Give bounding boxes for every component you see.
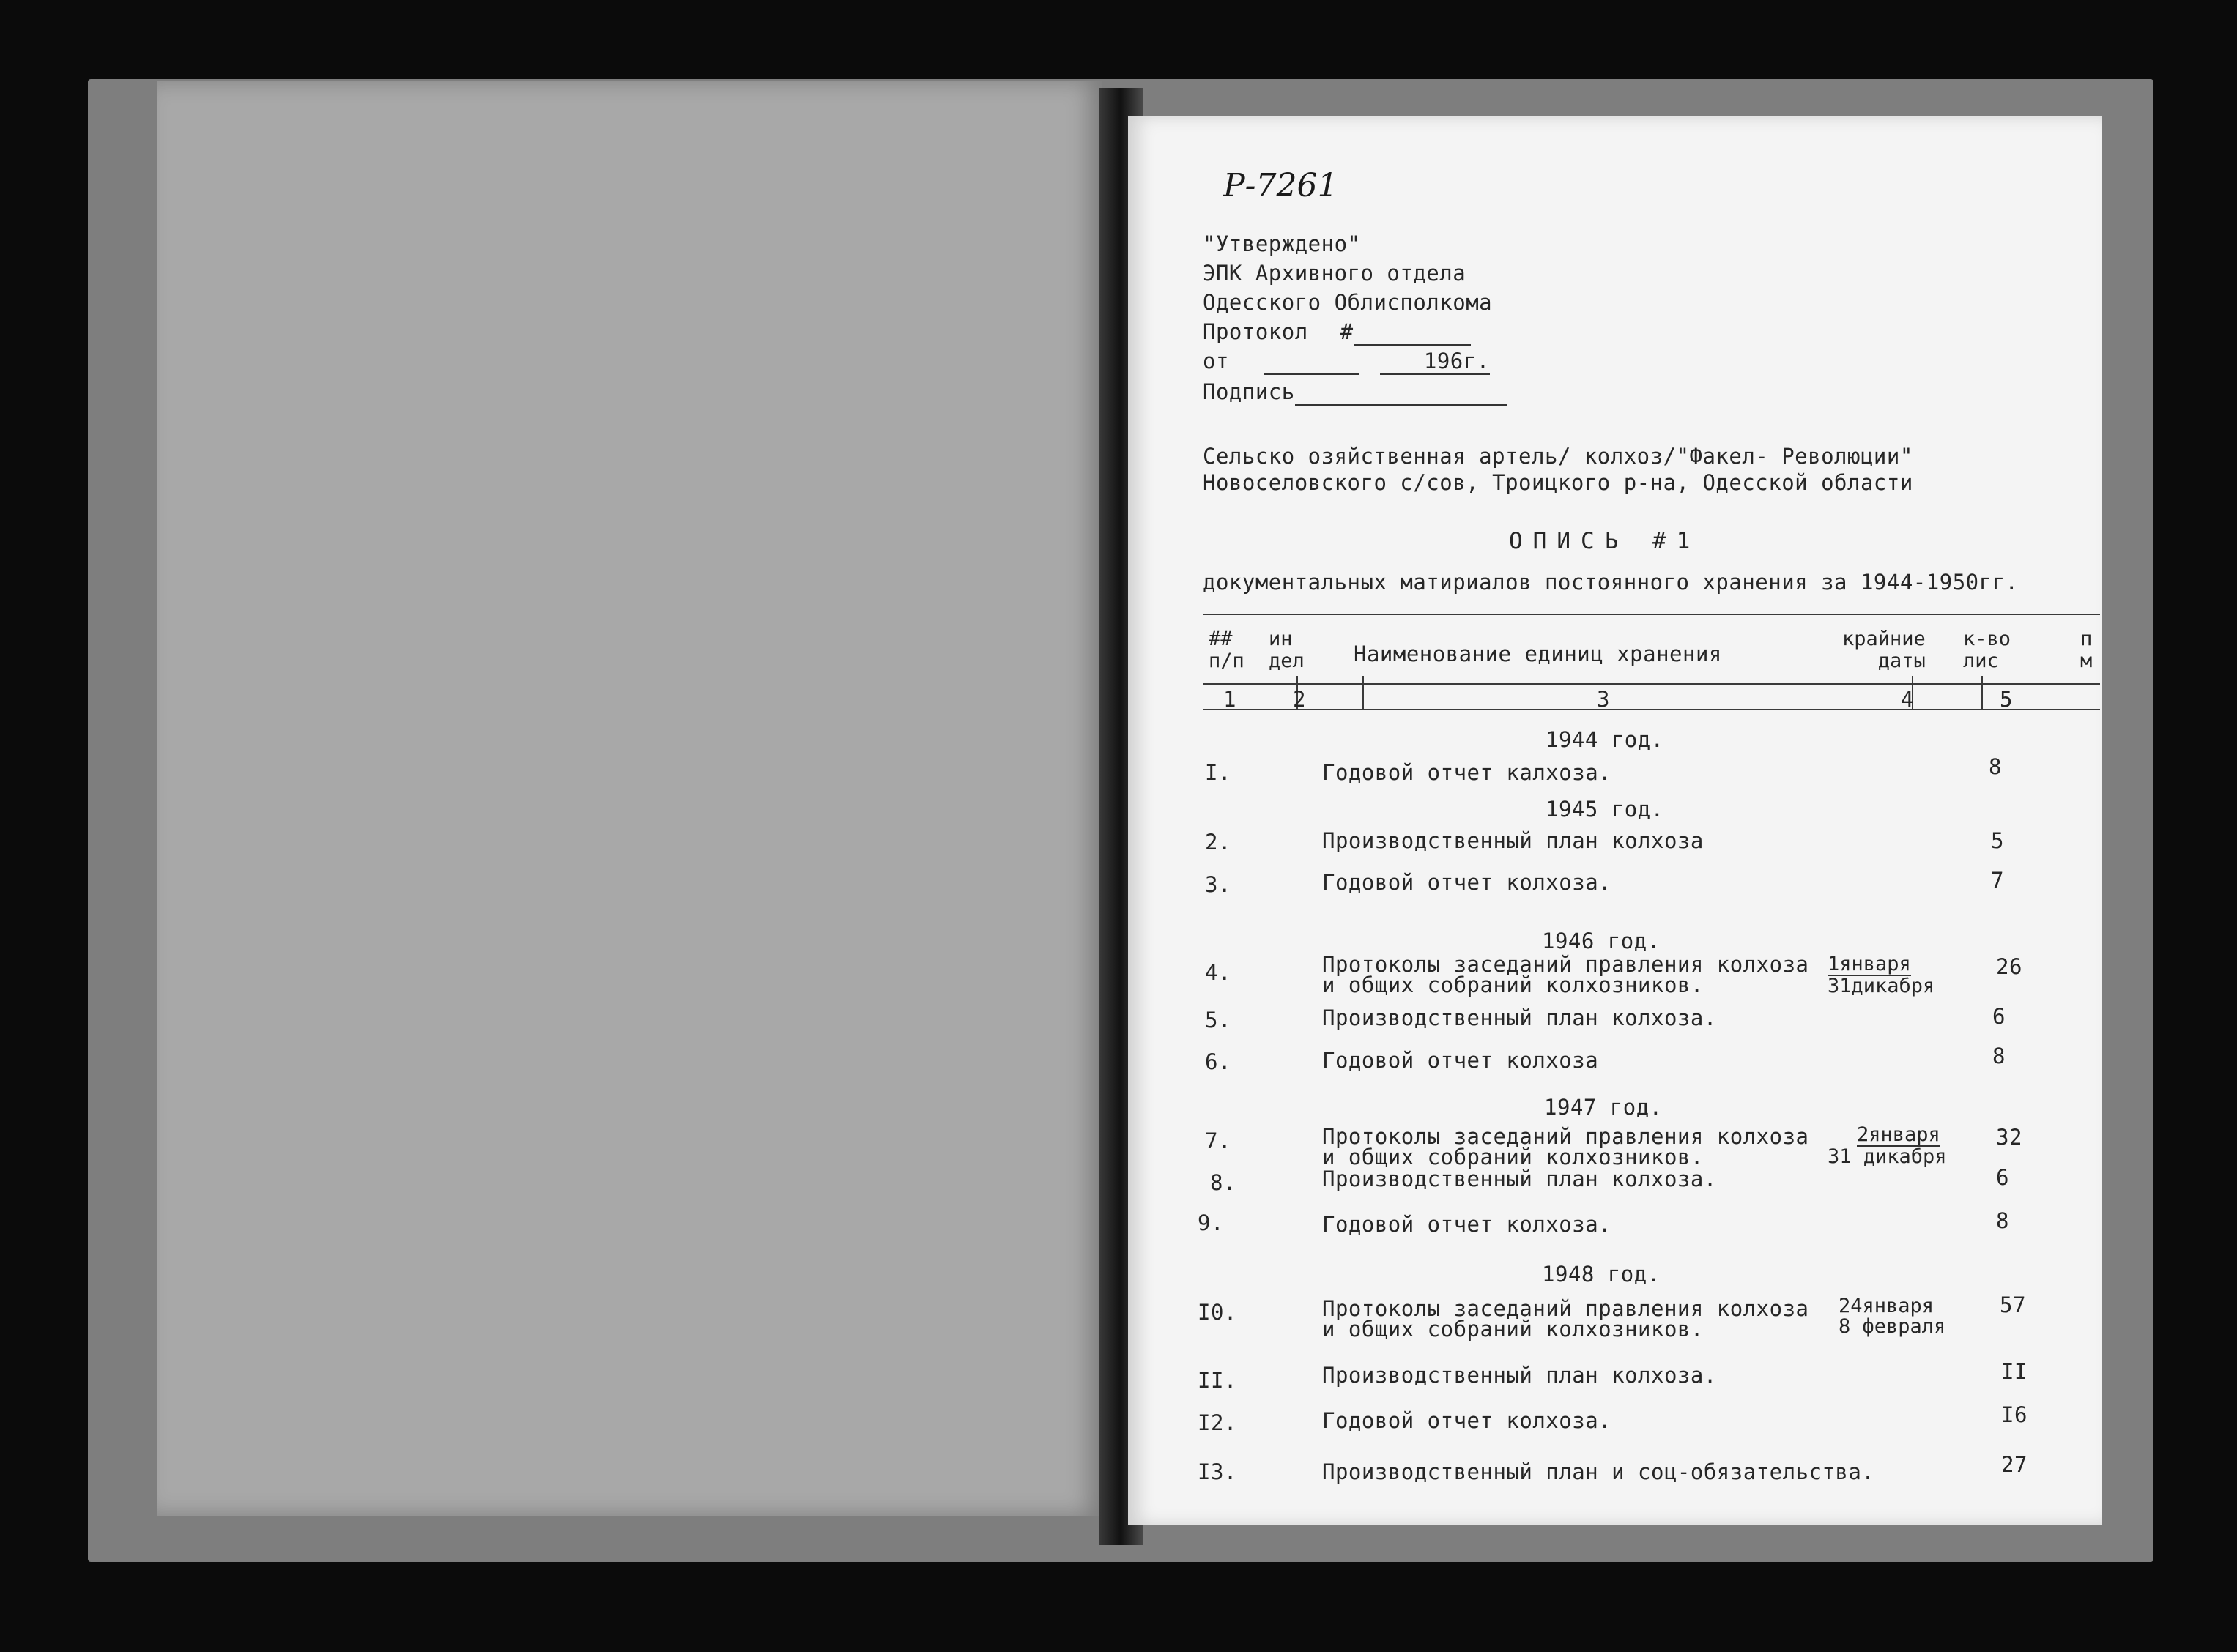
header-bottom-rule	[1203, 683, 2100, 685]
row-11-name: Производственный план колхоза.	[1322, 1363, 1717, 1388]
row-3-name: Годовой отчет колхоза.	[1322, 870, 1612, 895]
row-11-sheets: II	[2001, 1359, 2028, 1384]
header-col-name: Наименование единиц хранения	[1354, 641, 1722, 666]
year-heading-1947: 1947 год.	[1544, 1095, 1663, 1120]
year-field	[1380, 349, 1490, 375]
row-12-sheets: I6	[2001, 1402, 2028, 1427]
row-7-date-start: 2января	[1857, 1123, 1940, 1146]
doc-title: ОПИСЬ #1	[1509, 528, 1701, 554]
from-label: от	[1203, 349, 1229, 373]
approval-heading: "Утверждено"	[1203, 231, 1361, 256]
row-7-sheets: 32	[1996, 1125, 2022, 1150]
year-suffix: г.	[1463, 349, 1490, 373]
header-col-number: ## п/п	[1209, 628, 1244, 672]
row-9-number: 9.	[1198, 1210, 1224, 1235]
row-1-name: Годовой отчет калхоза.	[1322, 760, 1612, 785]
organization-line-1: Сельско озяйственная артель/ колхоз/"Факел- Революции"	[1203, 444, 1913, 469]
year-heading-1945: 1945 год.	[1546, 797, 1664, 822]
row-10-dates	[1839, 1296, 1945, 1337]
row-11-number: II.	[1198, 1368, 1237, 1393]
approval-line-1: ЭПК Архивного отдела	[1203, 261, 1466, 286]
protocol-line	[1203, 319, 1471, 346]
row-7-number: 7.	[1205, 1128, 1231, 1153]
row-10-number: I0.	[1198, 1300, 1237, 1325]
row-4-name-line-1: Протоколы заседаний правления колхоза	[1322, 952, 1809, 977]
row-4-number: 4.	[1205, 960, 1231, 985]
header-col-sheets: к-во лис	[1963, 628, 2011, 672]
protocol-number-sign: #	[1340, 319, 1354, 344]
row-9-sheets: 8	[1996, 1208, 2009, 1233]
row-2-number: 2.	[1205, 830, 1231, 855]
row-1-sheets: 8	[1989, 754, 2002, 779]
colnum-bottom-rule	[1203, 709, 2100, 710]
row-10-name-line-2: и общих собраний колхозников.	[1322, 1317, 1704, 1342]
approval-line-2: Одесского Облисполкома	[1203, 290, 1493, 315]
year-value: 196	[1423, 349, 1463, 373]
row-8-sheets: 6	[1996, 1165, 2009, 1190]
row-4-name	[1322, 954, 1809, 995]
protocol-number-blank	[1354, 319, 1471, 346]
col-rule-4	[1981, 676, 1983, 709]
col-rule-2	[1362, 676, 1364, 709]
row-2-sheets: 5	[1991, 828, 2004, 853]
row-13-sheets: 27	[2001, 1452, 2028, 1477]
row-4-date-end: 31дикабря	[1828, 975, 1935, 997]
doc-subtitle: документальных матириалов постоянного хранения за 1944-1950гг.	[1203, 570, 2019, 595]
row-7-dates	[1828, 1125, 1947, 1167]
signature-blank	[1295, 379, 1507, 406]
col-number-4: 4	[1901, 687, 1914, 712]
row-12-number: I2.	[1198, 1410, 1237, 1435]
header-col-dates: крайние даты	[1842, 628, 1926, 672]
row-5-number: 5.	[1205, 1008, 1231, 1032]
header-col-notes: п м	[2080, 628, 2093, 672]
year-heading-1944: 1944 год.	[1546, 727, 1664, 752]
table-top-rule	[1203, 614, 2100, 615]
row-10-date-start: 24января	[1839, 1295, 1934, 1317]
col-number-1: 1	[1223, 687, 1236, 712]
row-4-sheets: 26	[1996, 954, 2022, 979]
row-6-name: Годовой отчет колхоза	[1322, 1048, 1599, 1073]
row-10-date-end: 8 февраля	[1839, 1315, 1946, 1338]
row-7-date-end: 31 дикабря	[1828, 1145, 1947, 1168]
signature-line	[1203, 379, 1507, 406]
protocol-label: Протокол	[1203, 319, 1308, 344]
row-1-number: I.	[1205, 760, 1231, 785]
row-12-name: Годовой отчет колхоза.	[1322, 1408, 1612, 1433]
row-13-name: Производственный план и соц-обязательства.	[1322, 1459, 1875, 1484]
row-10-sheets: 57	[2000, 1292, 2026, 1317]
archive-code: Р-7261	[1223, 167, 1338, 204]
document-page	[1128, 116, 2102, 1525]
date-blank	[1264, 349, 1359, 375]
col-number-5: 5	[2000, 687, 2013, 712]
row-4-name-line-2: и общих собраний колхозников.	[1322, 972, 1704, 997]
row-9-name: Годовой отчет колхоза.	[1322, 1212, 1612, 1237]
col-number-2: 2	[1293, 687, 1306, 712]
year-heading-1948: 1948 год.	[1542, 1262, 1661, 1287]
row-7-name	[1322, 1126, 1809, 1167]
row-7-name-line-1: Протоколы заседаний правления колхоза	[1322, 1124, 1809, 1149]
row-5-sheets: 6	[1992, 1004, 2006, 1029]
row-4-dates	[1828, 954, 1934, 997]
row-6-sheets: 8	[1992, 1043, 2006, 1068]
row-10-name	[1322, 1296, 1809, 1342]
organization-line-2: Новоселовского с/сов, Троицкого р-на, Одесской области	[1203, 470, 1913, 495]
row-6-number: 6.	[1205, 1049, 1231, 1074]
row-8-name: Производственный план колхоза.	[1322, 1167, 1717, 1191]
year-heading-1946: 1946 год.	[1542, 929, 1661, 953]
signature-label: Подпись	[1203, 379, 1295, 404]
left-page-blank	[157, 81, 1102, 1516]
row-3-number: 3.	[1205, 872, 1231, 897]
row-3-sheets: 7	[1991, 868, 2004, 893]
col-number-3: 3	[1597, 687, 1610, 712]
row-8-number: 8.	[1210, 1170, 1236, 1195]
row-7-name-line-2: и общих собраний колхозников.	[1322, 1145, 1704, 1169]
row-10-name-line-1: Протоколы заседаний правления колхоза	[1322, 1296, 1809, 1321]
row-2-name: Производственный план колхоза	[1322, 828, 1704, 853]
row-4-date-start: 1января	[1828, 953, 1911, 975]
header-col-file-index: ин дел	[1269, 628, 1305, 672]
row-5-name: Производственный план колхоза.	[1322, 1005, 1717, 1030]
row-13-number: I3.	[1198, 1459, 1237, 1484]
date-line	[1203, 349, 1490, 375]
